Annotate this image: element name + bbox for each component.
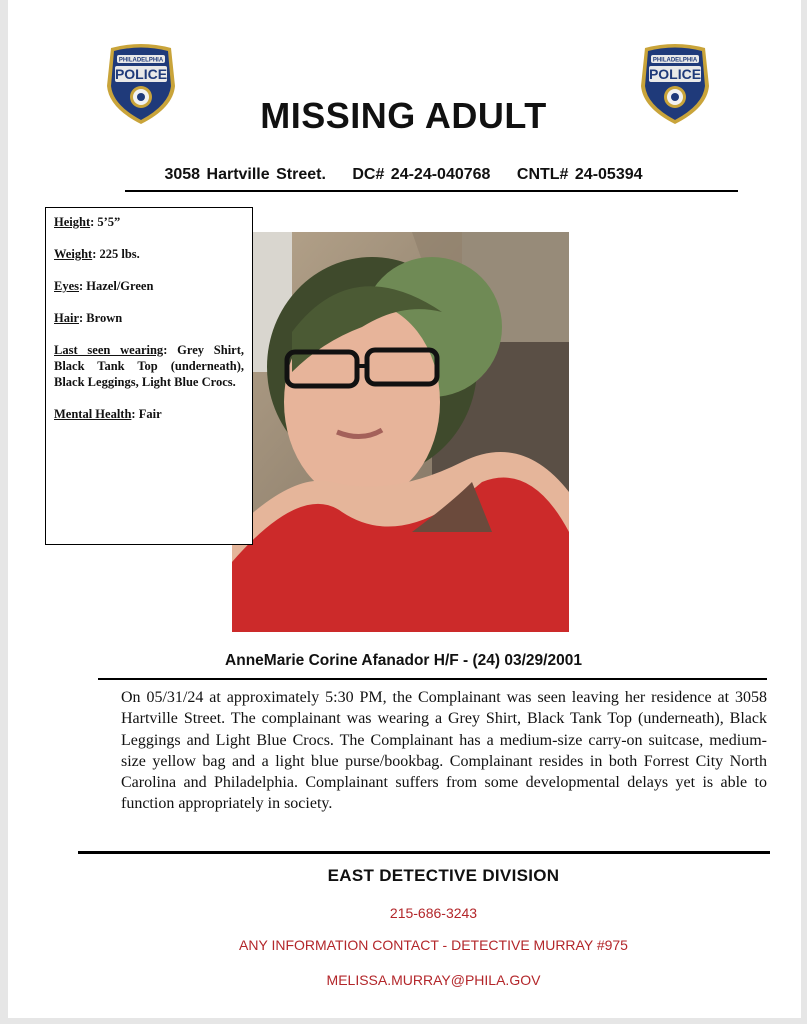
mental-health-row: Mental Health: Fair bbox=[54, 407, 162, 421]
case-dc-number: DC# 24-24-040768 bbox=[352, 166, 491, 183]
weight-row: Weight: 225 lbs. bbox=[54, 247, 140, 261]
case-line bbox=[0, 166, 807, 184]
eyes-row: Eyes: Hazel/Green bbox=[54, 279, 154, 293]
hair-row: Hair: Brown bbox=[54, 311, 123, 325]
missing-person-photo bbox=[232, 232, 569, 632]
incident-narrative: On 05/31/24 at approximately 5:30 PM, the Complainant was seen leaving her residence at 3058 Hartville Street. The complainant was wearing a Grey Shirt, Black Tank Top (underneath), Black Leggings and Light Blue Crocs. The Complainant has a medium-size carry-on suitcase, medium-size yellow bag and a light blue purse/bookbag. Complainant resides in both Forrest City North Carolina and Philadelphia. Complainant suffers from some developmental delays yet is able to function appropriately in society. bbox=[121, 689, 767, 813]
contact-info-line: ANY INFORMATION CONTACT - DETECTIVE MURRAY #975 bbox=[239, 937, 628, 953]
footer-divider bbox=[78, 851, 770, 854]
page-frame-bottom bbox=[0, 1018, 807, 1024]
name-divider bbox=[98, 678, 767, 680]
header-divider bbox=[125, 190, 738, 192]
svg-text:PHILADELPHIA: PHILADELPHIA bbox=[118, 57, 164, 64]
contact-phone: 215-686-3243 bbox=[389, 905, 478, 921]
last-seen-wearing-row: Last seen wearing: Grey Shirt, Black Tank Top (underneath), Black Leggings, Light Blue Crocs. bbox=[54, 343, 245, 389]
case-cntl-number: CNTL# 24-05394 bbox=[516, 166, 643, 183]
page-title: MISSING ADULT bbox=[260, 95, 547, 136]
detective-division: EAST DETECTIVE DIVISION bbox=[327, 866, 560, 885]
contact-email: MELISSA.MURRAY@PHILA.GOV bbox=[326, 972, 541, 988]
case-address: 3058 Hartville Street. bbox=[164, 166, 326, 183]
person-identity-line: AnneMarie Corine Afanador H/F - (24) 03/29/2001 bbox=[225, 652, 582, 669]
physical-description-box bbox=[45, 207, 253, 545]
svg-text:PHILADELPHIA: PHILADELPHIA bbox=[652, 57, 698, 64]
height-row: Height: 5’5” bbox=[54, 215, 121, 229]
svg-text:POLICE: POLICE bbox=[648, 66, 702, 82]
svg-text:POLICE: POLICE bbox=[114, 66, 168, 82]
